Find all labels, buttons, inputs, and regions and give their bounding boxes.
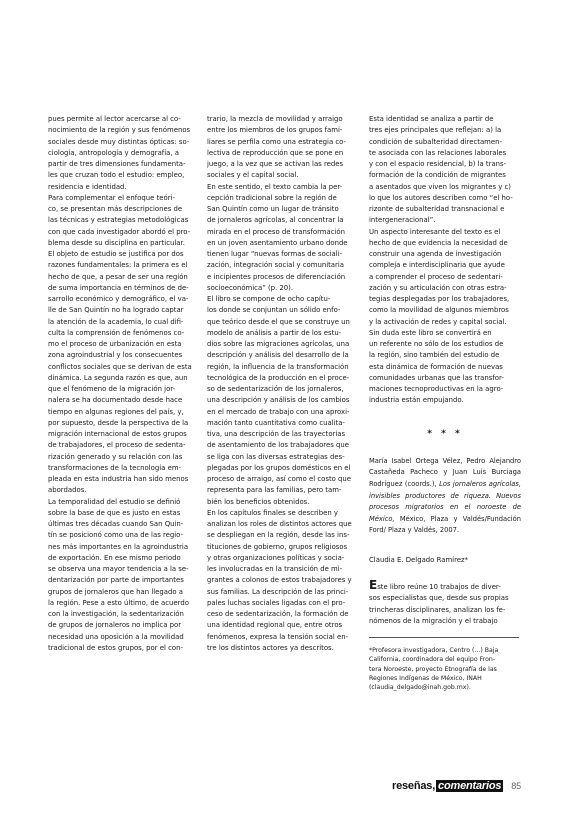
paragraph: Para complementar el enfoque teóri- co, se presentan más descripciones de las técnicas y estrategias metodológicas con que cada investigador abordó el pro- blema desde su disciplina en particular. bbox=[48, 193, 191, 247]
drop-cap: E bbox=[369, 578, 378, 593]
paragraph: El objeto de estudio se justifica por dos razones fundamentales: la primera es el hecho de que, a pesar de ser una región de suma importancia en términos de de- sarrollo económico y demográfico, el va- lle de San Quintín no ha logrado captar la atención de la academia, lo cual difi- culta la comprensión de fenómenos co- mo el proceso de urbanización en esta zona agroindustrial y los consecuentes conflictos sociales que se derivan de esta dinámica. La segunda razón es que, aun que el fenómeno de la migración jor- nalera se ha documentado desde hace tiempo en algunas regiones del país, y, por supuesto, desde la perspectiva de la migración internacional de estos grupos de trabajadores, el proceso de sedenta- rización generado y su relación con las transformaciones de la tecnología em- pleada en esta industria han sido menos abordados. bbox=[48, 250, 192, 495]
section-separator: * * * bbox=[427, 428, 463, 439]
section-label-highlight: comentarios bbox=[438, 780, 502, 792]
paragraph: La temporalidad del estudio se definió sobre la base de que es justo en estas últimas tres décadas cuando San Quin- tín se posicionó como una de las regio- nes más importantes en la agroindustria de exportación. En ese mismo periodo se observa una mayor tendencia a la se- dentarización por parte de importantes grupos de jornaleros que han llegado a la región. Pese a esto último, de acuerdo con la investigación, la sedentarización de grupos de jornaleros no implica por necesidad una oposición a la movilidad tradicional de estos grupos, por el con- bbox=[48, 497, 189, 652]
section-label: reseñas, bbox=[392, 780, 436, 792]
book-publisher: México, Plaza y Valdés/Fundación Ford/ Plaza y Valdés, 2007. bbox=[369, 514, 521, 535]
footnote-divider bbox=[369, 637, 519, 638]
paragraph: trario, la mezcla de movilidad y arraigo entre los miembros de los grupos fami- liares se perfila como una estrategia co- lectiva de reproducción que se pone en juego, a la vez que se activan las redes sociales y el capital social. bbox=[207, 115, 347, 180]
review-opening bbox=[369, 580, 521, 627]
book-title: Los jornaleros agrícolas, invisibles productores de riqueza. Nuevos procesos migratorios en el noroeste de México, bbox=[369, 479, 522, 523]
book-reference bbox=[369, 456, 521, 537]
review-opening-text: ste libro reúne 10 trabajos de diver- sos especialistas que, desde sus propias trincheras disciplinares, analizan los fe- nómenos de la migración y el trabajo bbox=[369, 583, 509, 625]
paragraph: En este sentido, el texto cambia la per- cepción tradicional sobre la región de San Quintín como un lugar de tránsito de jornaleros agrícolas, al concentrar la mirada en el proceso de transformación en un joven asentamiento urbano donde tienen lugar “nuevas formas de sociali- zación, integración social y comunitaria e incipientes procesos de diferenciación socioeconómica” (p. 20). bbox=[207, 182, 348, 292]
paragraph: Esta identidad se analiza a partir de tres ejes principales que reflejan: a) la condición de subalteridad directamen- te asociada con las relaciones laborales y con el espacio residencial, b) la trans- formación de la condición de migrantes a asentados que viven los migrantes y c) lo que los autores describen como “el ho- rizonte de subalteridad transnacional e intergeneracional”. bbox=[369, 115, 513, 225]
page-footer bbox=[392, 780, 521, 792]
book-authors: María Isabel Ortega Vélez, Pedro Alejandro Castañeda Pacheco y Juan Luis Burciaga Rodríguez (coords.), bbox=[369, 456, 521, 488]
page-number: 85 bbox=[511, 781, 521, 791]
paragraph: El libro se compone de ocho capítu- los donde se conjuntan un sólido enfo- que teórico desde el que se construye un modelo de análisis a partir de los estu- dios sobre las migraciones agrícolas, una descripción y análisis del desarrollo de la región, la influencia de la transformación tecnológica de la producción en el proce- so de sedentarización de los jornaleros, una descripción y análisis de los cambios en el mercado de trabajo con una aproxi- mación tanto cuantitativa como cualita- tiva, una descripción de las trayectorias de asentamiento de los trabajadores que se liga con las diversas estrategias des- plegadas por los grupos domésticos en el proceso de arraigo, así como el costo que representa para las familias, pero tam- bién los beneficios obtenidos. bbox=[207, 295, 352, 506]
reviewer-name: Claudia E. Delgado Ramírez* bbox=[369, 555, 469, 564]
column-right bbox=[369, 114, 521, 692]
paragraph: pues permite al lector acercarse al co- nocimiento de la región y sus fenómenos sociales desde muy distintas ópticas: so- ciología, antropología y demografía, a partir de tres dimensiones fundamenta- les que cruzan todo el estudio: empleo, residencia e identidad. bbox=[48, 115, 191, 191]
paragraph: Un aspecto interesante del texto es el hecho de que evidencia la necesidad de construir una agenda de investigación compleja e interdisciplinaria que ayude a comprender el proceso de sedentari- zación y su articulación con otras estra- tegias desplegadas por los trabajadores, como la movilidad de algunos miembros y la activación de redes y capital social. bbox=[369, 227, 510, 326]
footnote: *Profesora investigadora, Centro (...) Baja California, coordinadora del equipo Fron- tera Noroeste, proyecto Etnografía de las Regiones Indígenas de México, INAH (claudia_delgado@inah.gob.mx). bbox=[369, 647, 499, 691]
paragraph: En los capítulos finales se describen y analizan los roles de distintos actores que se despliegan en la región, desde las ins- tituciones de gobierno, grupos religiosos y otras organizaciones políticas y socia- les involucradas en la transición de mi- grantes a colonos de estos trabajadores y sus familias. La descripción de las princi- pales luchas sociales ligadas con el pro- ceso de sedentarización, la formación de una identidad regional que, entre otros fenómenos, expresa la tensión social en- tre los distintos actores ya descritos. bbox=[207, 508, 352, 652]
paragraph: Sin duda este libro se convertirá en un referente no sólo de los estudios de la región, sino también del estudio de esta dinámica de formación de nuevas comunidades urbanas que las transfor- maciones tecnoproductivas en la agro- industria están empujando. bbox=[369, 328, 504, 405]
column-left bbox=[48, 114, 200, 654]
column-middle bbox=[207, 114, 359, 654]
